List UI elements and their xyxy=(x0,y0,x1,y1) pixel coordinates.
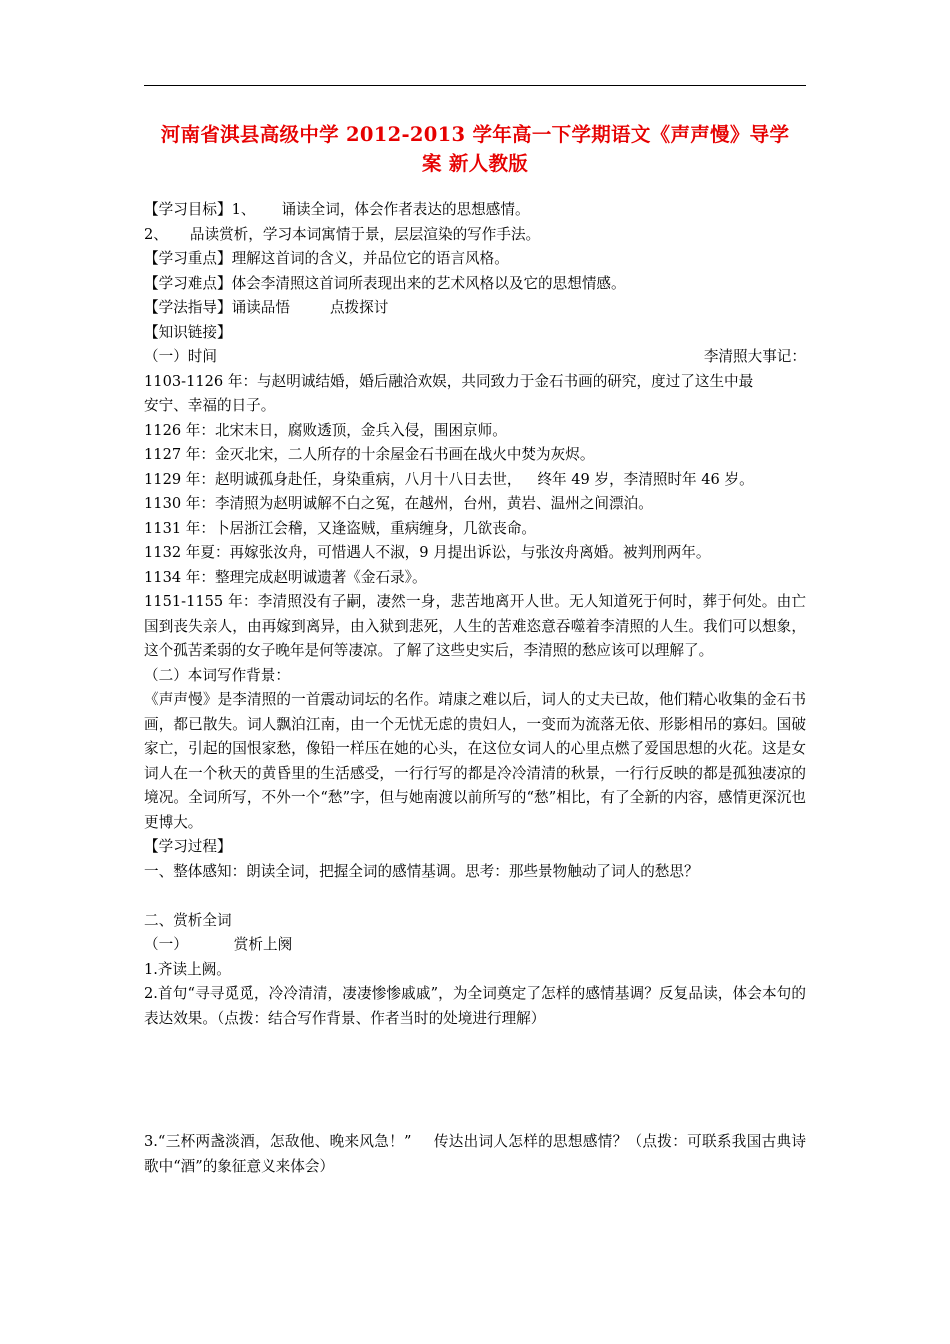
events-header: 李清照大事记： xyxy=(703,348,806,365)
event-1131: 1131 年：卜居浙江会稽，又逢盗贼，重病缠身，几欲丧命。 xyxy=(144,519,537,537)
process-header: 【学习过程】 xyxy=(144,838,232,855)
question-1: 1.齐读上阙。 xyxy=(144,960,231,978)
event-1132: 1132 年夏：再嫁张汝舟，可惜遇人不淑，9 月提出诉讼，与张汝舟离婚。被判刑两年。 xyxy=(144,544,711,561)
step-2: 二、赏析全词 xyxy=(144,911,232,929)
event-1103-line-2: 安宁、幸福的日子。 xyxy=(144,397,276,414)
event-1130: 1130 年：李清照为赵明诚解不白之冤，在越州，台州，黄岩、温州之间漂泊。 xyxy=(144,495,653,512)
part-1: （一） 赏析上阕 xyxy=(144,936,293,953)
question-3: 3.“三杯两盏淡酒，怎敌他、晚来风急！” 传达出词人怎样的思想感情？（点拨：可联系我国古典诗歌中“酒”的象征意义来体会） xyxy=(144,1133,806,1175)
knowledge-link-label: 【知识链接】 xyxy=(144,323,232,341)
answer-space xyxy=(144,1031,806,1130)
event-1103-line-1: 1103-1126 年：与赵明诚结婚，婚后融洽欢娱，共同致力于金石书画的研究，度过了这生中最 xyxy=(144,372,754,390)
document-body xyxy=(144,198,806,1179)
document-title xyxy=(144,120,806,178)
title-line-1: 河南省淇县高级中学 2012-2013 学年高一下学期语文《声声慢》导学 xyxy=(160,123,790,146)
time-header: （一）时间 xyxy=(144,348,217,365)
title-line-2: 案 新人教版 xyxy=(421,152,529,175)
background-header: （二）本词写作背景： xyxy=(144,666,290,684)
key-point: 【学习重点】理解这首词的含义，并品位它的语言风格。 xyxy=(144,250,509,267)
study-method: 【学法指导】诵读品悟 点拨探讨 xyxy=(144,299,389,316)
question-2: 2.首句“寻寻觅觅，冷冷清清，凄凄惨惨戚戚”，为全词奠定了怎样的感情基调？反复品读，体会本句的表达效果。（点拨：结合写作背景、作者当时的处境进行理解） xyxy=(144,985,806,1027)
event-1126: 1126 年：北宋末日，腐败透顶，金兵入侵，围困京师。 xyxy=(144,421,507,439)
header-rule xyxy=(144,85,806,86)
objective-2: 2、 品读赏析，学习本词寓情于景，层层渲染的写作手法。 xyxy=(144,225,541,243)
event-1151-paragraph: 1151-1155 年：李清照没有子嗣，凄然一身，悲苦地离开人世。无人知道死于何时，葬于何处。由亡国到丧失亲人，由再嫁到离异，由入狱到悲死，人生的苦难恣意吞噬着李清照的人生。我们可以想象，这个孤苦柔弱的女子晚年是何等凄凉。了解了这些史实后，李清照的愁应该可以理解了。 xyxy=(144,593,806,659)
event-1134: 1134 年：整理完成赵明诚遗著《金石录》。 xyxy=(144,568,427,586)
timeline-header xyxy=(144,345,806,370)
objective-1: 【学习目标】1、 诵读全词，体会作者表达的思想感情。 xyxy=(144,201,530,218)
blank-line xyxy=(144,884,806,909)
event-1127: 1127 年：金灭北宋，二人所存的十余屋金石书画在战火中焚为灰烬。 xyxy=(144,446,595,463)
background-paragraph: 《声声慢》是李清照的一首震动词坛的名作。靖康之难以后，词人的丈夫已故，他们精心收集的金石书画，都已散失。词人飘泊江南，由一个无忧无虑的贵妇人，一变而为流落无依、形影相吊的寡妇。国破家亡，引起的国恨家愁，像铅一样压在她的心头，在这位女词人的心里点燃了爱国思想的火花。这是女词人在一个秋天的黄昏里的生活感受，一行行写的都是冷冷清清的秋景，一行行反映的都是孤独凄凉的境况。全词所写，不外一个“愁”字，但与她南渡以前所写的“愁”相比，有了全新的内容，感情更深沉也更博大。 xyxy=(144,691,806,831)
step-1: 一、整体感知：朗读全词，把握全词的感情基调。思考：那些景物触动了词人的愁思？ xyxy=(144,862,699,880)
difficulty: 【学习难点】体会李清照这首词所表现出来的艺术风格以及它的思想情感。 xyxy=(144,274,626,292)
event-1129: 1129 年：赵明诚孤身赴任，身染重病，八月十八日去世， 终年 49 岁，李清照时年 46 岁。 xyxy=(144,470,754,488)
